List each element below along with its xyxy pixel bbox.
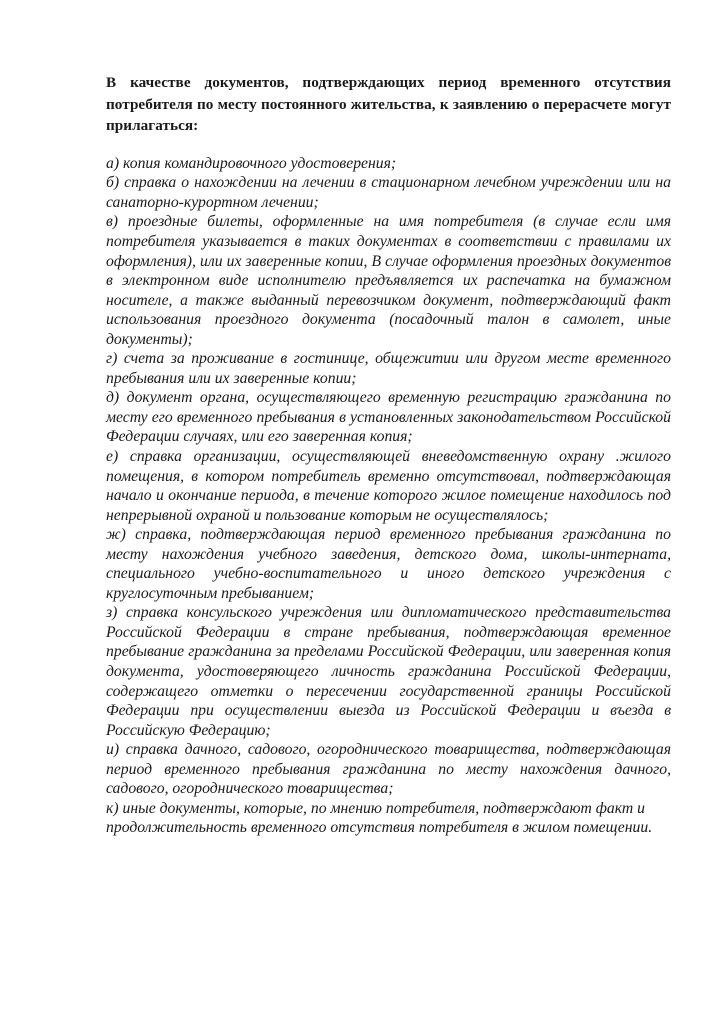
list-item-k: к) иные документы, которые, по мнению потребителя, подтверждают факт и продолжительность временного отсутствия потребителя в жилом помещении. [106, 799, 653, 837]
list-item-zh: ж) справка, подтверждающая период временного пребывания гражданина по месту нахождения учебного заведения, детского дома, школы-интерната, специального учебно-воспитательного и иного детского учреждения с круглосуточным пребыванием; [106, 526, 671, 602]
list-item-d: д) документ органа, осуществляющего временную регистрацию гражданина по месту его временного пребывания в установленных законодательством Российской Федерации случаях, или его заверенная копия; [106, 389, 671, 446]
list-item-g: г) счета за проживание в гостинице, общежитии или другом месте временного пребывания или их заверенные копии; [106, 350, 671, 387]
list-item-z: з) справка консульского учреждения или дипломатического представительства Российской Федерации в стране пребывания, подтверждающая временное пребывание гражданина за пределами Российской Федерации, или заверенная копия документа, удостоверяющего личность гражданина Российской Федерации, содержащего отметки о пересечении государственной границы Российской Федерации при осуществлении выезда из Российской Федерации и въезда в Российскую Федерацию; [106, 604, 671, 739]
list-item-i: и) справка дачного, садового, огороднического товарищества, подтверждающая период временного пребывания гражданина по месту нахождения дачного, садового, огороднического товарищества; [106, 741, 671, 798]
list-item-v: в) проездные билеты, оформленные на имя потребителя (в случае если имя потребителя указывается в таких документах в соответствии с правилами их оформления), или их заверенные копии, В случае оформления проездных документов в электронном виде исполнителю предъявляется их распечатка на бумажном носителе, а также выданный перевозчиком документ, подтверждающий факт использования проездного документа (посадочный талон в самолет, иные документы); [106, 213, 671, 348]
list-item-b: б) справка о нахождении на лечении в стационарном лечебном учреждении или на санаторно-курортном лечении; [106, 174, 671, 211]
list-item-e: е) справка организации, осуществляющей вневедомственную охрану .жилого помещения, в котором потребитель временно отсутствовал, подтверждающая начало и окончание периода, в течение которого жилое помещение находилось под непрерывной охраной и пользование которым не осуществлялось; [106, 447, 671, 524]
document-heading: В качестве документов, подтверждающих период временного отсутствия потребителя по месту постоянного жительства, к заявлению о перерасчете могут прилагаться: [106, 74, 671, 135]
document-body [106, 72, 671, 838]
list-item-a: а) копия командировочного удостоверения; [106, 154, 397, 172]
